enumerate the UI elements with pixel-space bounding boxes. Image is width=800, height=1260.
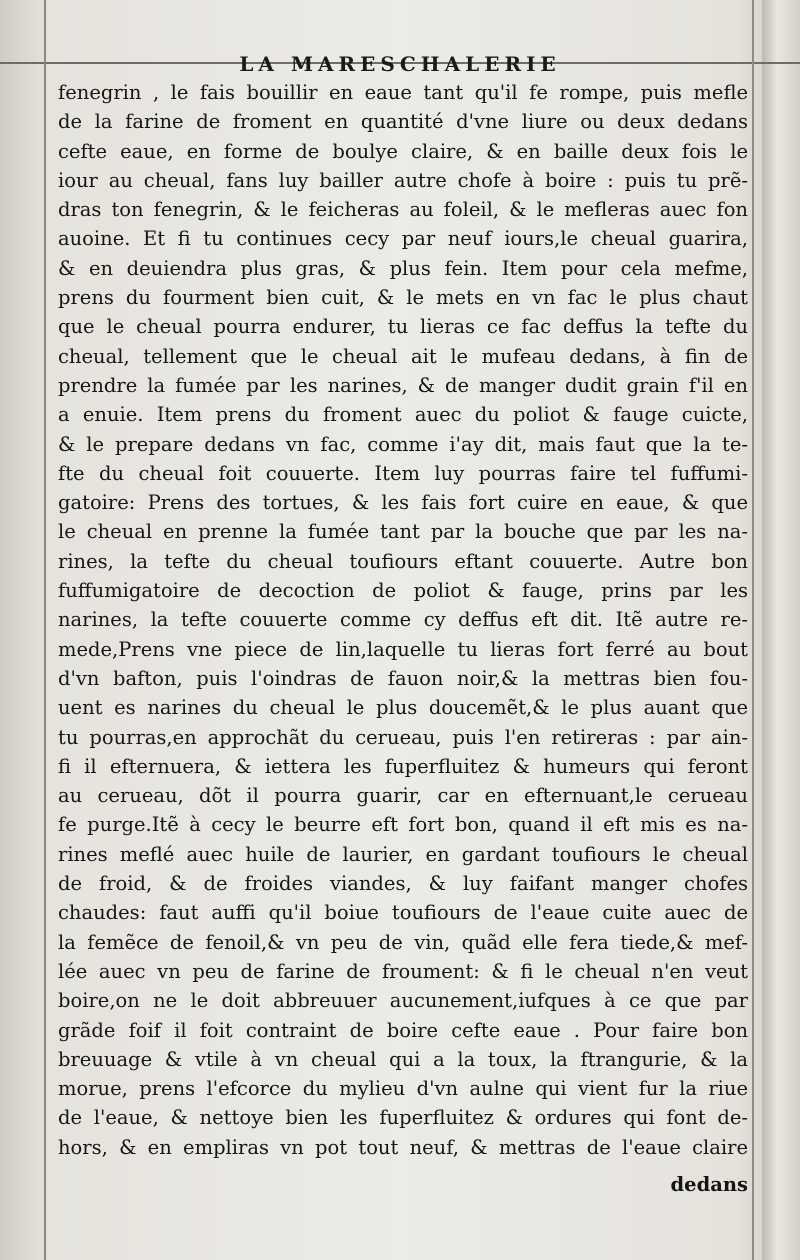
text-line: de l'eaue, & nettoye bien les fuperfluitez & ordures qui font de- xyxy=(58,1106,748,1130)
text-line: hors, & en empliras vn pot tout neuf, & mettras de l'eaue claire xyxy=(58,1135,748,1159)
text-line: cefte eaue, en forme de boulye claire, & en baille deux fois le xyxy=(58,139,748,163)
right-margin-rule xyxy=(752,0,754,1260)
text-line: boire,on ne le doit abbreuuer aucunement,iufques à ce que par xyxy=(58,989,748,1013)
text-line: dras ton fenegrin, & le feicheras au foleil, & le mefleras auec fon xyxy=(58,198,748,222)
text-line: a enuie. Item prens du froment auec du poliot & fauge cuicte, xyxy=(58,403,748,427)
text-line: la femẽce de fenoil,& vn peu de vin, quãd elle fera tiede,& mef- xyxy=(58,930,748,954)
text-line: tu pourras,en approchãt du cerueau, puis l'en retireras : par ain- xyxy=(58,725,748,749)
text-line: & le prepare dedans vn fac, comme i'ay dit, mais faut que la te- xyxy=(58,432,748,456)
text-line: lée auec vn peu de farine de froument: & fi le cheual n'en veut xyxy=(58,959,748,983)
text-line: narines, la tefte couuerte comme cy deffus eft dit. Itẽ autre re- xyxy=(58,608,748,632)
text-line: rines meflé auec huile de laurier, en gardant toufiours le cheual xyxy=(58,842,748,866)
text-line: fte du cheual foit couuerte. Item luy pourras faire tel fuffumi- xyxy=(58,461,748,485)
text-line: d'vn bafton, puis l'oindras de fauon noir,& la mettras bien fou- xyxy=(58,666,748,690)
text-line: prens du fourment bien cuit, & le mets en vn fac le plus chaut xyxy=(58,286,748,310)
text-line: gatoire: Prens des tortues, & les fais fort cuire en eaue, & que xyxy=(58,491,748,515)
text-line: fuffumigatoire de decoction de poliot & fauge, prins par les xyxy=(58,579,748,603)
text-line: chaudes: faut auffi qu'il boiue toufiours de l'eaue cuite auec de xyxy=(58,901,748,925)
text-line: prendre la fumée par les narines, & de manger dudit grain f'il en xyxy=(58,373,748,397)
text-line: au cerueau, dõt il pourra guarir, car en efternuant,le cerueau xyxy=(58,784,748,808)
text-line: le cheual en prenne la fumée tant par la bouche que par les na- xyxy=(58,520,748,544)
left-margin-rule xyxy=(44,0,46,1260)
text-line: rines, la tefte du cheual toufiours eftant couuerte. Autre bon xyxy=(58,549,748,573)
running-head: LA MARESCHALERIE xyxy=(239,52,561,76)
text-line: iour au cheual, fans luy bailler autre chofe à boire : puis tu prẽ- xyxy=(58,168,748,192)
text-line: cheual, tellement que le cheual ait le mufeau dedans, à fin de xyxy=(58,344,748,368)
text-line: morue, prens l'efcorce du mylieu d'vn aulne qui vient fur la riue xyxy=(58,1077,748,1101)
text-line: de la farine de froment en quantité d'vne liure ou deux dedans xyxy=(58,110,748,134)
body-text xyxy=(58,78,748,1162)
text-line: & en deuiendra plus gras, & plus fein. Item pour cela mefme, xyxy=(58,256,748,280)
text-line: breuuage & vtile à vn cheual qui a la toux, la ftrangurie, & la xyxy=(58,1047,748,1071)
text-line: de froid, & de froides viandes, & luy faifant manger chofes xyxy=(58,872,748,896)
text-line: fe purge.Itẽ à cecy le beurre eft fort bon, quand il eft mis es na- xyxy=(58,813,748,837)
text-line: grãde foif il foit contraint de boire cefte eaue . Pour faire bon xyxy=(58,1018,748,1042)
text-line: auoine. Et fi tu continues cecy par neuf iours,le cheual guarira, xyxy=(58,227,748,251)
text-line: fenegrin , le fais bouillir en eaue tant qu'il fe rompe, puis mefle xyxy=(58,81,748,104)
text-line: que le cheual pourra endurer, tu lieras ce fac deffus la tefte du xyxy=(58,315,748,339)
text-line: fi il efternuera, & iettera les fuperfluitez & humeurs qui feront xyxy=(58,754,748,778)
catchword: dedans xyxy=(670,1173,748,1196)
text-line: mede,Prens vne piece de lin,laquelle tu lieras fort ferré au bout xyxy=(58,637,748,661)
page-edge-shadow xyxy=(762,0,800,1260)
text-line: uent es narines du cheual le plus doucemẽt,& le plus auant que xyxy=(58,696,748,720)
